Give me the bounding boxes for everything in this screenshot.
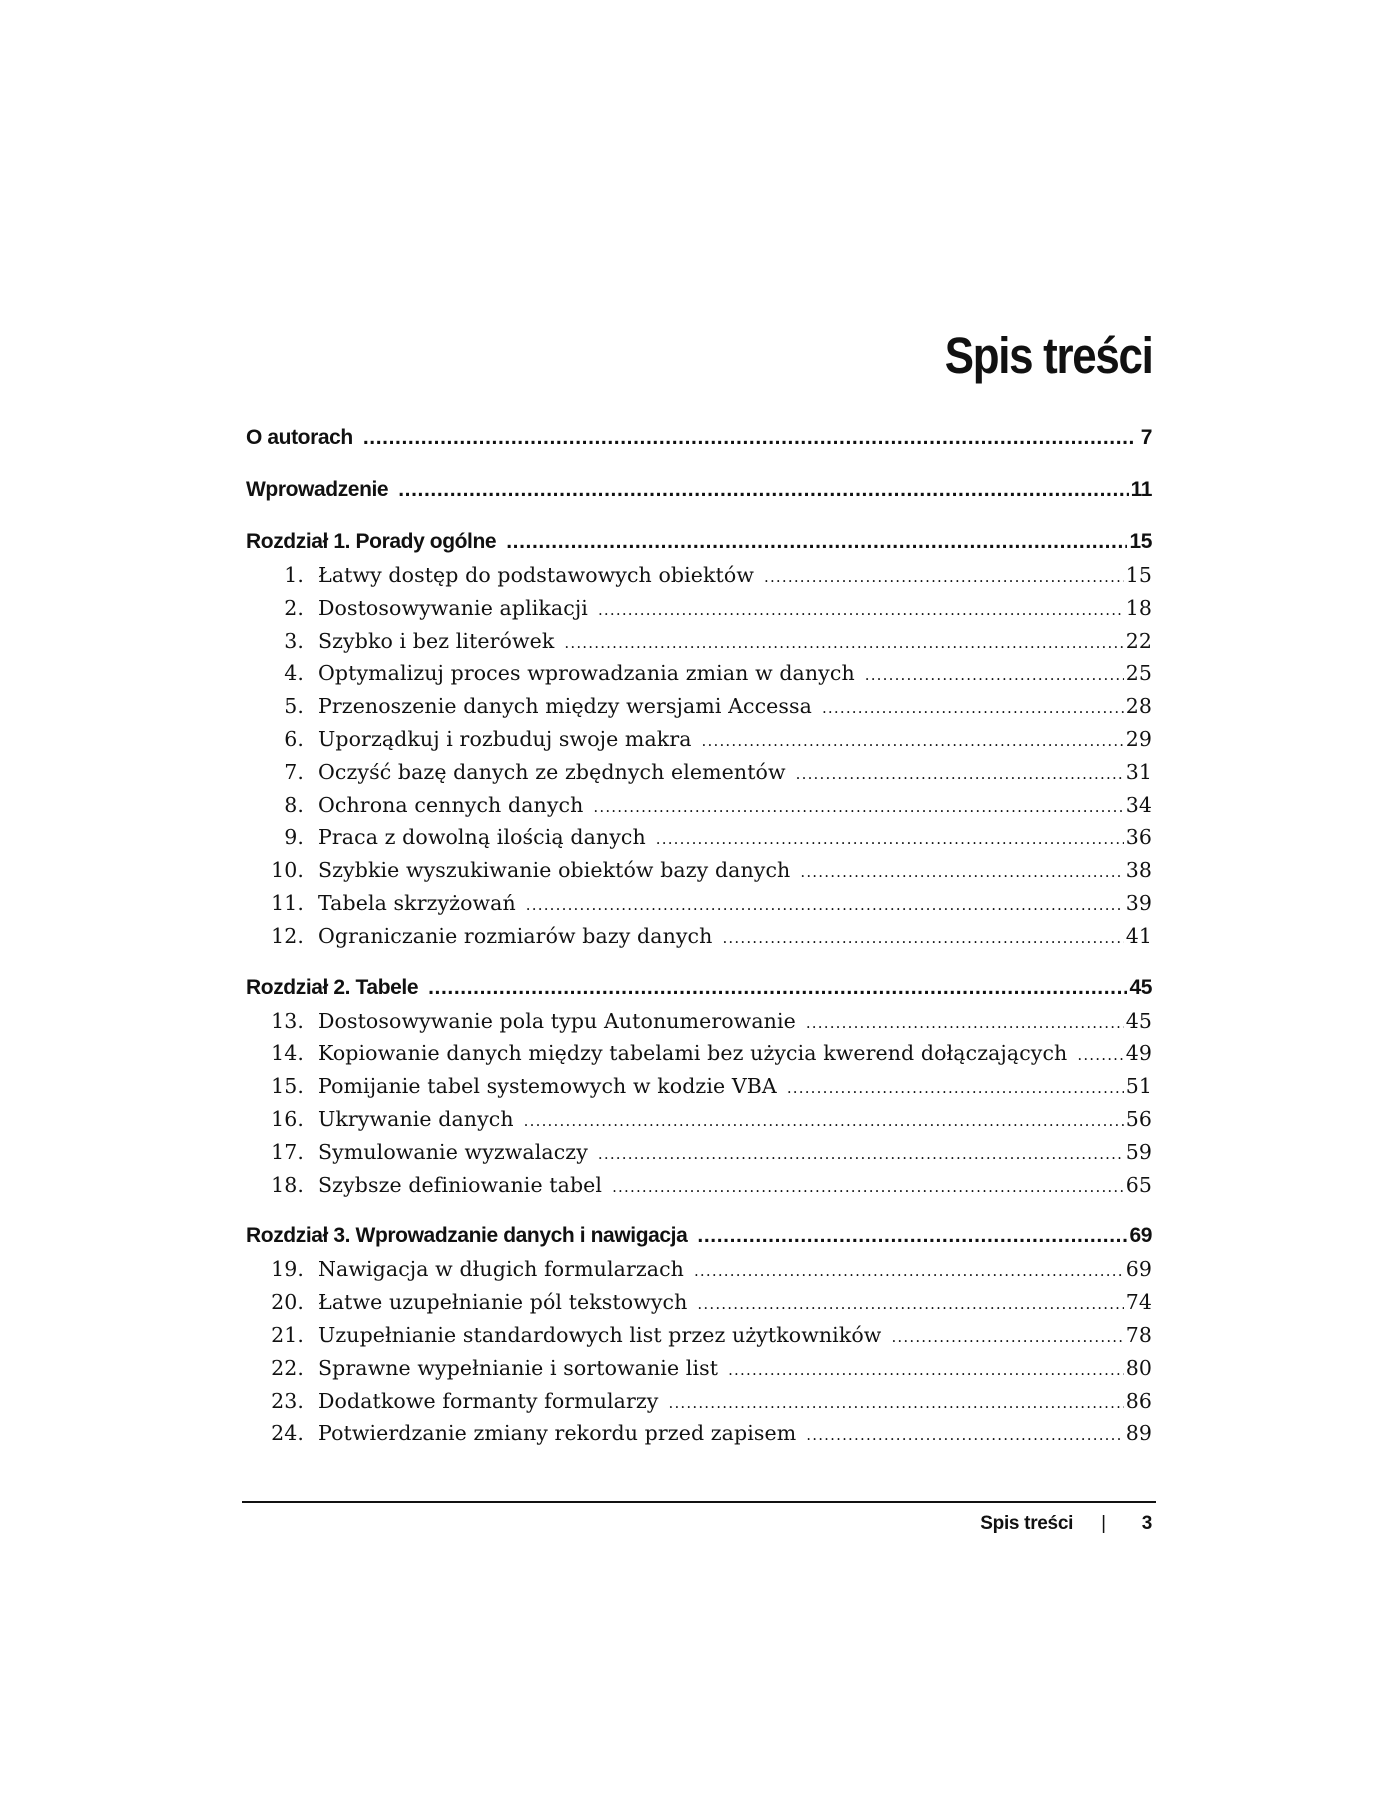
toc-item-number: 2.	[284, 595, 304, 620]
toc-item-number: 6.	[284, 726, 304, 751]
toc-item-number: 18.	[271, 1172, 304, 1197]
toc-item[interactable]	[246, 825, 1152, 858]
toc-item[interactable]	[246, 629, 1152, 662]
toc-item[interactable]	[246, 924, 1152, 957]
toc-item-page: 29	[1125, 726, 1152, 751]
toc-item-list	[246, 1257, 1152, 1454]
toc-item[interactable]	[246, 793, 1152, 826]
toc-item[interactable]	[246, 727, 1152, 760]
dot-leader	[697, 1295, 1123, 1313]
toc-item-title: Ochrona cennych danych	[318, 792, 584, 817]
toc-item-number: 13.	[271, 1008, 304, 1033]
toc-item[interactable]	[246, 1257, 1152, 1290]
toc-chapter-heading[interactable]	[246, 976, 1152, 1009]
dot-leader	[806, 1426, 1123, 1444]
toc-item[interactable]	[246, 891, 1152, 924]
toc-item-number: 5.	[284, 694, 304, 719]
dot-leader	[764, 568, 1124, 586]
toc-item[interactable]	[246, 1356, 1152, 1389]
toc-item-number: 15.	[271, 1074, 304, 1099]
toc-item-number: 12.	[271, 923, 304, 948]
toc-item-number: 22.	[271, 1355, 304, 1380]
toc-item-page: 59	[1125, 1139, 1152, 1164]
toc-front-matter	[246, 426, 1152, 530]
dot-leader	[428, 976, 1127, 1000]
toc-item-title: Praca z dowolną ilością danych	[318, 825, 646, 850]
toc-item-page: 51	[1125, 1074, 1152, 1099]
toc-item-number: 10.	[271, 858, 304, 883]
toc-item[interactable]	[246, 1074, 1152, 1107]
dot-leader	[598, 1145, 1124, 1163]
toc-entry-page: 7	[1140, 426, 1152, 449]
toc-item-page: 34	[1125, 792, 1152, 817]
toc-entry-page: 11	[1130, 478, 1152, 501]
dot-leader	[612, 1178, 1124, 1196]
toc-chapters	[246, 530, 1152, 1454]
dot-leader	[865, 666, 1124, 684]
toc-item[interactable]	[246, 694, 1152, 727]
toc-chapter-title: Rozdział 2. Tabele	[246, 975, 419, 999]
toc-item-page: 39	[1125, 890, 1152, 915]
toc-item-title: Nawigacja w długich formularzach	[318, 1257, 684, 1282]
toc-chapter-title: Rozdział 3. Wprowadzanie danych i nawigacja	[246, 1224, 688, 1248]
toc-item[interactable]	[246, 596, 1152, 629]
toc-chapter-page: 15	[1129, 530, 1152, 553]
toc-item-number: 23.	[271, 1388, 304, 1413]
toc-item-number: 4.	[284, 661, 304, 686]
dot-leader	[728, 1361, 1124, 1379]
dot-leader	[800, 863, 1123, 881]
toc-item-number: 9.	[284, 825, 304, 850]
toc-item-title: Optymalizuj proces wprowadzania zmian w danych	[318, 661, 855, 686]
footer-separator: |	[1101, 1513, 1106, 1534]
dot-leader	[656, 830, 1124, 848]
toc-item-title: Potwierdzanie zmiany rekordu przed zapisem	[318, 1421, 797, 1446]
dot-leader	[506, 530, 1127, 554]
toc-item-title: Kopiowanie danych między tabelami bez użycia kwerend dołączających	[318, 1041, 1068, 1066]
table-of-contents	[246, 426, 1152, 1454]
page-title: Spis treści	[944, 327, 1152, 385]
toc-item-number: 14.	[271, 1041, 304, 1066]
toc-item-title: Szybko i bez literówek	[318, 628, 555, 653]
toc-entry-title: Wprowadzenie	[246, 478, 389, 501]
toc-item[interactable]	[246, 1389, 1152, 1422]
toc-item-page: 89	[1125, 1421, 1152, 1446]
toc-item-title: Pomijanie tabel systemowych w kodzie VBA	[318, 1074, 777, 1099]
dot-leader	[1077, 1046, 1123, 1064]
toc-item-title: Tabela skrzyżowań	[318, 890, 516, 915]
toc-item-page: 38	[1125, 858, 1152, 883]
toc-item-page: 41	[1125, 923, 1152, 948]
dot-leader	[806, 1014, 1124, 1032]
toc-chapter-page: 45	[1129, 975, 1152, 999]
toc-item-number: 7.	[284, 759, 304, 784]
toc-item[interactable]	[246, 661, 1152, 694]
toc-item-title: Dostosowywanie pola typu Autonumerowanie	[318, 1008, 796, 1033]
toc-item-page: 36	[1125, 825, 1152, 850]
toc-chapter	[246, 1224, 1152, 1454]
dot-leader	[668, 1394, 1123, 1412]
dot-leader	[722, 929, 1123, 947]
toc-item-page: 80	[1125, 1355, 1152, 1380]
footer-label: Spis treści	[980, 1513, 1074, 1534]
toc-item-page: 45	[1125, 1008, 1152, 1033]
toc-item-number: 19.	[271, 1257, 304, 1282]
toc-item[interactable]	[246, 1107, 1152, 1140]
dot-leader	[694, 1262, 1124, 1280]
toc-item-page: 31	[1125, 759, 1152, 784]
page-footer	[980, 1513, 1152, 1535]
toc-item-title: Przenoszenie danych między wersjami Accessa	[318, 694, 812, 719]
toc-item-number: 21.	[271, 1322, 304, 1347]
dot-leader	[526, 896, 1124, 914]
toc-chapter-title: Rozdział 1. Porady ogólne	[246, 530, 497, 553]
toc-entry-about-authors[interactable]	[246, 426, 1152, 459]
toc-item-title: Ograniczanie rozmiarów bazy danych	[318, 923, 713, 948]
toc-item[interactable]	[246, 1421, 1152, 1454]
dot-leader	[702, 732, 1124, 750]
toc-item-title: Łatwe uzupełnianie pól tekstowych	[318, 1290, 688, 1315]
toc-item-page: 25	[1125, 661, 1152, 686]
toc-item-title: Oczyść bazę danych ze zbędnych elementów	[318, 759, 786, 784]
toc-item-page: 15	[1125, 563, 1152, 587]
toc-item[interactable]	[246, 1041, 1152, 1074]
dot-leader	[524, 1112, 1124, 1130]
dot-leader	[796, 765, 1124, 783]
toc-item-title: Łatwy dostęp do podstawowych obiektów	[318, 563, 754, 587]
toc-entry-introduction[interactable]	[246, 478, 1152, 511]
toc-chapter-page: 69	[1129, 1224, 1152, 1248]
toc-item-page: 69	[1125, 1257, 1152, 1282]
toc-item[interactable]	[246, 1009, 1152, 1042]
toc-item[interactable]	[246, 1323, 1152, 1356]
toc-item-page: 56	[1125, 1106, 1152, 1131]
dot-leader	[891, 1328, 1123, 1346]
toc-item-title: Dostosowywanie aplikacji	[318, 595, 588, 620]
dot-leader	[787, 1079, 1124, 1097]
toc-item[interactable]	[246, 760, 1152, 793]
toc-item[interactable]	[246, 858, 1152, 891]
toc-item-title: Symulowanie wyzwalaczy	[318, 1139, 588, 1164]
dot-leader	[564, 634, 1123, 652]
dot-leader	[593, 798, 1123, 816]
toc-item-title: Uporządkuj i rozbuduj swoje makra	[318, 726, 692, 751]
toc-item-list	[246, 1009, 1152, 1206]
toc-item-page: 65	[1125, 1172, 1152, 1197]
toc-item-number: 8.	[284, 792, 304, 817]
dot-leader	[697, 1224, 1127, 1248]
toc-item[interactable]	[246, 1173, 1152, 1206]
toc-item[interactable]	[246, 1140, 1152, 1173]
toc-entry-title: O autorach	[246, 426, 353, 449]
toc-item-number: 17.	[271, 1139, 304, 1164]
toc-item-number: 16.	[271, 1106, 304, 1131]
toc-item-title: Dodatkowe formanty formularzy	[318, 1388, 659, 1413]
toc-item-number: 20.	[271, 1290, 304, 1315]
dot-leader	[598, 601, 1124, 619]
toc-item-page: 28	[1125, 694, 1152, 719]
toc-item-page: 74	[1125, 1290, 1152, 1315]
toc-chapter	[246, 976, 1152, 1225]
toc-item-page: 18	[1125, 595, 1152, 620]
toc-chapter-heading[interactable]	[246, 1224, 1152, 1257]
toc-item-page: 86	[1125, 1388, 1152, 1413]
toc-item-title: Uzupełnianie standardowych list przez użytkowników	[318, 1322, 882, 1347]
toc-item[interactable]	[246, 1290, 1152, 1323]
dot-leader	[363, 426, 1136, 450]
toc-item-page: 22	[1125, 628, 1152, 653]
toc-item-title: Ukrywanie danych	[318, 1106, 514, 1131]
toc-chapter	[246, 530, 1152, 976]
toc-item-page: 78	[1125, 1322, 1152, 1347]
dot-leader	[398, 478, 1128, 502]
footer-rule	[242, 1501, 1156, 1503]
toc-item-title: Sprawne wypełnianie i sortowanie list	[318, 1355, 719, 1380]
toc-item-number: 11.	[271, 890, 304, 915]
toc-chapter-heading[interactable]	[246, 530, 1152, 563]
footer-page-number: 3	[1141, 1513, 1152, 1534]
toc-item-page: 49	[1125, 1041, 1152, 1066]
toc-item-number: 1.	[284, 563, 304, 587]
dot-leader	[822, 699, 1124, 717]
toc-item-title: Szybkie wyszukiwanie obiektów bazy danych	[318, 858, 791, 883]
toc-item[interactable]	[246, 563, 1152, 596]
toc-item-number: 24.	[271, 1421, 304, 1446]
toc-item-number: 3.	[284, 628, 304, 653]
toc-item-list	[246, 563, 1152, 957]
toc-item-title: Szybsze definiowanie tabel	[318, 1172, 603, 1197]
